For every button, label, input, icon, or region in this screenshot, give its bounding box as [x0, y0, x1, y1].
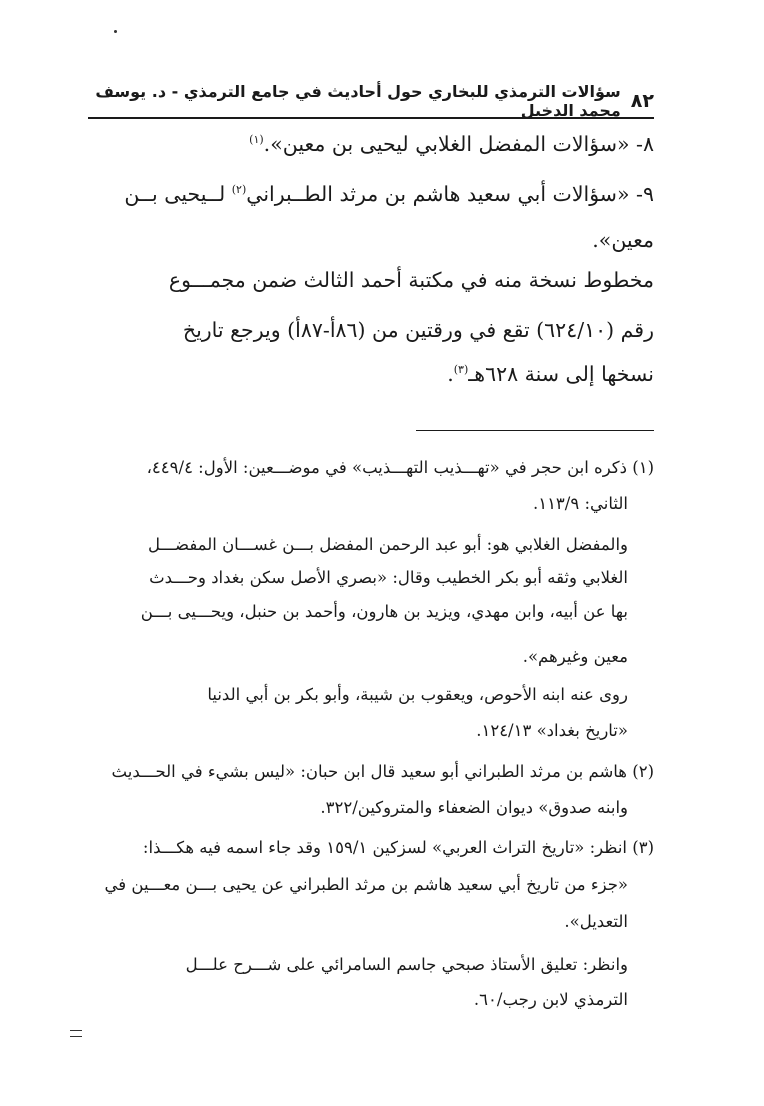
footnote-3-line: «جزء من تاريخ أبي سعيد هاشم بن مرثد الطبراني عن يحيى بـــن معـــين في — [104, 875, 628, 894]
footnote-1-line: «تاريخ بغداد» ١٢٤/١٣. — [476, 721, 628, 740]
footnote-1-line: الغلابي وثقه أبو بكر الخطيب وقال: «بصري الأصل سكن بغداد وحـــدث — [149, 568, 628, 587]
body-text: . — [447, 362, 454, 386]
footnote-2-line: وابنه صدوق» ديوان الضعفاء والمتروكين/٣٢٢. — [320, 798, 628, 817]
body-text: ٩- «سؤالات أبي سعيد هاشم بن مرثد الطــبراني — [246, 182, 654, 206]
footnote-ref: (٣) — [453, 363, 469, 377]
footnote-1-line: روى عنه ابنه الأحوص، ويعقوب بن شيبة، وأبو بكر بن أبي الدنيا — [207, 685, 628, 704]
body-line — [88, 182, 654, 206]
body-line: رقم (٦٢٤/١٠) تقع في ورقتين من (٨٦أ-٨٧أ) ويرجع تاريخ — [182, 318, 654, 342]
body-line: مخطوط نسخة منه في مكتبة أحمد الثالث ضمن مجمـــوع — [168, 268, 654, 292]
bottom-mark — [70, 1030, 82, 1037]
footnote-3-line: وانظر: تعليق الأستاذ صبحي جاسم السامرائي على شـــرح علـــل — [185, 955, 628, 974]
footnote-3-line: التعديل». — [564, 912, 628, 931]
body-text: ٨- «سؤالات المفضل الغلابي ليحيى بن معين». — [263, 132, 654, 156]
footnote-1-line: بها عن أبيه، وابن مهدي، ويزيد بن هارون، وأحمد بن حنبل، ويحـــيى بـــن — [140, 602, 628, 621]
footnote-1-line: (١) ذكره ابن حجر في «تهـــذيب التهـــذيب» في موضـــعين: الأول: ٤٤٩/٤، — [146, 458, 654, 477]
body-text: نسخها إلى سنة ٦٢٨هـ — [468, 362, 654, 386]
footnote-ref: (٢) — [231, 183, 247, 197]
footnote-3-line: (٣) انظر: «تاريخ التراث العربي» لسزكين ١٥٩/١ وقد جاء اسمه فيه هكـــذا: — [142, 838, 654, 857]
running-title: سؤالات الترمذي للبخاري حول أحاديث في جامع الترمذي - د. يوسف محمد الدخيل — [95, 82, 621, 120]
footnote-ref: (١) — [249, 133, 264, 147]
footnote-separator — [416, 430, 654, 431]
footnote-2-line: (٢) هاشم بن مرثد الطبراني أبو سعيد قال ابن حبان: «ليس بشيء في الحـــديث — [111, 762, 654, 781]
footnote-1-line: الثاني: ١١٣/٩. — [532, 494, 628, 513]
body-line — [88, 132, 654, 156]
body-line — [88, 362, 654, 386]
footnote-3-line: الترمذي لابن رجب/٦٠. — [473, 990, 628, 1009]
body-line: معين». — [592, 228, 654, 252]
running-header — [88, 82, 654, 120]
scan-speck — [114, 30, 117, 33]
page-number: ٨٢ — [630, 90, 654, 112]
footnote-1-line: والمفضل الغلابي هو: أبو عبد الرحمن المفضل بـــن غســـان المفضـــل — [148, 535, 628, 554]
body-text: لــيحيى بــن — [124, 182, 232, 206]
footnote-1-line: معين وغيرهم». — [522, 647, 628, 666]
